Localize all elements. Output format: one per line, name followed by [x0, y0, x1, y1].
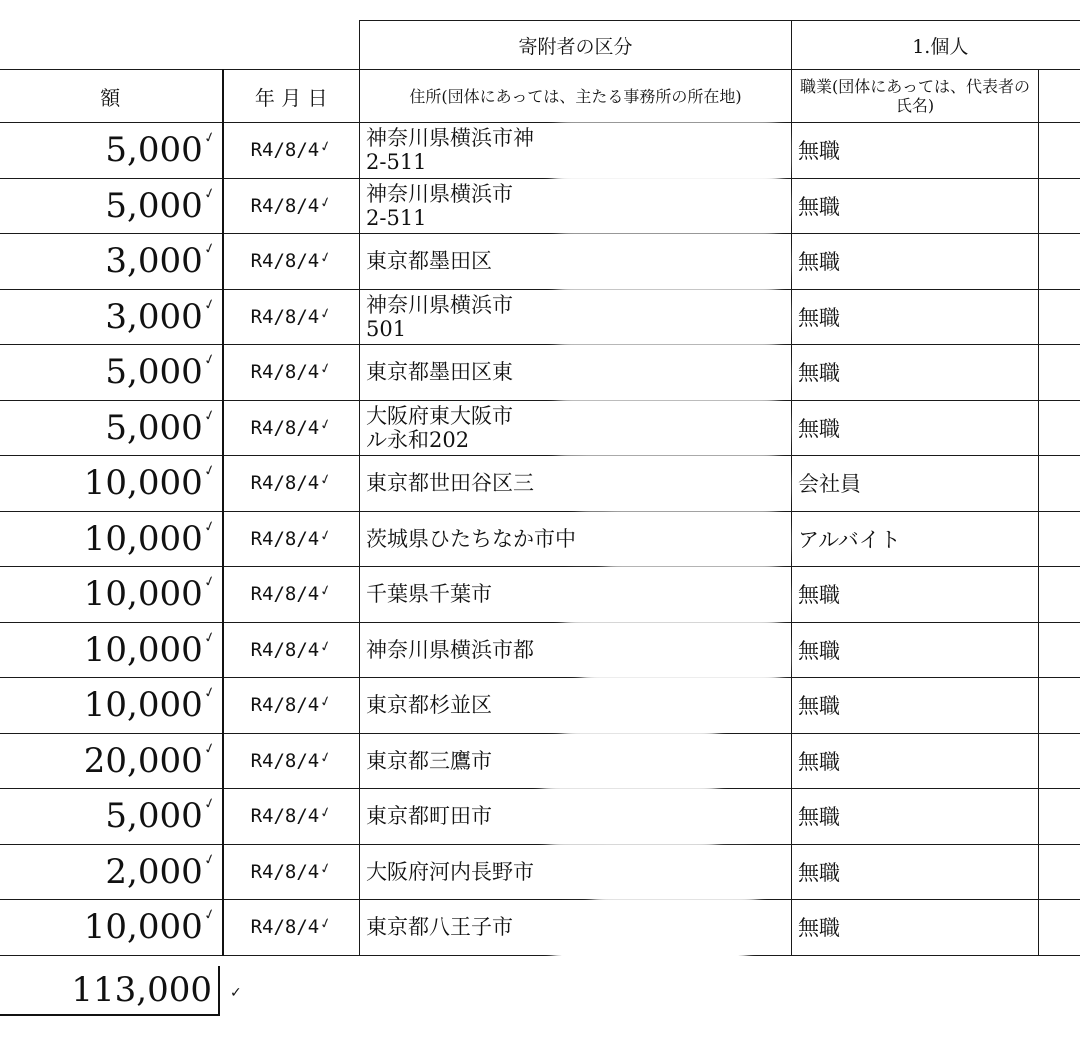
occupation-cell [792, 567, 1039, 623]
date-value: R4/8/4 [250, 361, 320, 384]
next-column-cell [1039, 178, 1080, 234]
total-amount [0, 966, 220, 1016]
date-cell [223, 844, 360, 900]
date-cell [223, 456, 360, 512]
next-column-cell [1039, 733, 1080, 789]
table-row [0, 678, 1080, 734]
next-column-cell [1039, 456, 1080, 512]
amount-cell [0, 456, 223, 512]
occupation-value: 無職 [798, 638, 840, 663]
occupation-cell [792, 178, 1039, 234]
date-cell [223, 622, 360, 678]
table-row [0, 622, 1080, 678]
next-column-cell [1039, 234, 1080, 290]
occupation-cell [792, 733, 1039, 789]
date-value: R4/8/4 [250, 583, 320, 606]
check-mark-icon: ✓ [201, 795, 218, 814]
amount-value: 2,000 [105, 851, 203, 892]
occupation-cell [792, 456, 1039, 512]
address-line-1: 神奈川県横浜市都 [366, 637, 534, 662]
date-value: R4/8/4 [250, 638, 320, 661]
table-row [0, 123, 1080, 179]
check-mark-icon: ✓ [318, 360, 334, 379]
amount-value: 10,000 [83, 518, 203, 559]
date-value: R4/8/4 [250, 527, 320, 550]
occupation-value: 無職 [798, 916, 840, 941]
amount-cell [0, 733, 223, 789]
next-column-cell [1039, 900, 1080, 956]
address-line-1: 神奈川県横浜市 [366, 181, 513, 206]
amount-value: 20,000 [83, 740, 203, 781]
amount-value: 5,000 [105, 130, 203, 171]
occupation-cell [792, 789, 1039, 845]
amount-cell [0, 567, 223, 623]
date-cell [223, 567, 360, 623]
date-cell [223, 789, 360, 845]
header-blank-cell [0, 21, 360, 70]
occupation-value: 無職 [798, 361, 840, 386]
address-line-2: 2-511 [366, 150, 427, 175]
address-line-1: 大阪府河内長野市 [366, 859, 534, 884]
amount-cell [0, 123, 223, 179]
address-line-1: 東京都三鷹市 [366, 748, 492, 773]
address-line-1: 東京都世田谷区三 [366, 471, 534, 496]
check-mark-icon: ✓ [201, 628, 218, 647]
check-mark-icon: ✓ [318, 526, 334, 545]
amount-value: 10,000 [83, 629, 203, 670]
redaction-mark [545, 800, 720, 842]
table-row [0, 289, 1080, 345]
date-value: R4/8/4 [250, 805, 320, 828]
check-mark-icon: ✓ [201, 184, 218, 203]
amount-cell [0, 622, 223, 678]
date-value: R4/8/4 [250, 194, 320, 217]
table-row [0, 400, 1080, 456]
check-mark-icon: ✓ [318, 804, 334, 823]
check-mark-icon: ✓ [318, 138, 334, 157]
amount-cell [0, 900, 223, 956]
check-mark-icon: ✓ [201, 295, 218, 314]
occupation-value: 無職 [798, 694, 840, 719]
redaction-mark [552, 295, 782, 340]
occupation-value: 無職 [798, 860, 840, 885]
occupation-cell [792, 345, 1039, 401]
address-line-1: 東京都八王子市 [366, 915, 513, 940]
check-mark-icon: ✓ [230, 985, 242, 1001]
amount-cell [0, 345, 223, 401]
amount-value: 10,000 [83, 685, 203, 726]
amount-cell [0, 400, 223, 456]
occupation-value: アルバイト [798, 527, 901, 552]
address-line-1: 茨城県ひたちなか市中 [366, 526, 576, 551]
occupation-cell [792, 289, 1039, 345]
occupation-cell [792, 234, 1039, 290]
check-mark-icon: ✓ [201, 351, 218, 370]
next-column-cell [1039, 789, 1080, 845]
date-cell [223, 400, 360, 456]
check-mark-icon: ✓ [201, 573, 218, 592]
occupation-cell [792, 678, 1039, 734]
table-row [0, 844, 1080, 900]
address-line-2: ル永和202 [366, 427, 470, 452]
next-column-cell [1039, 567, 1080, 623]
check-mark-icon: ✓ [201, 240, 218, 259]
table-row [0, 900, 1080, 956]
check-mark-icon: ✓ [318, 859, 334, 878]
check-mark-icon: ✓ [201, 517, 218, 536]
amount-cell [0, 844, 223, 900]
redaction-mark [552, 355, 782, 395]
occupation-value: 無職 [798, 583, 840, 608]
redaction-mark [540, 745, 720, 787]
occupation-cell [792, 844, 1039, 900]
occupation-cell [792, 511, 1039, 567]
check-mark-icon: ✓ [201, 739, 218, 758]
donation-table [0, 20, 1080, 956]
check-mark-icon: ✓ [201, 850, 218, 869]
date-cell [223, 900, 360, 956]
amount-value: 3,000 [105, 241, 203, 282]
amount-value: 5,000 [105, 185, 203, 226]
table-row [0, 234, 1080, 290]
next-column-cell [1039, 289, 1080, 345]
address-line-1: 神奈川県横浜市神 [366, 126, 534, 151]
amount-value: 3,000 [105, 296, 203, 337]
date-value: R4/8/4 [250, 139, 320, 162]
amount-cell [0, 178, 223, 234]
next-column-cell [1039, 844, 1080, 900]
total-amount-value: 113,000 [71, 970, 212, 1010]
date-value: R4/8/4 [250, 860, 320, 883]
redaction-mark [560, 578, 782, 620]
table-row [0, 567, 1080, 623]
occupation-value: 無職 [798, 250, 840, 275]
column-header-date: 年 月 日 [223, 70, 360, 123]
date-value: R4/8/4 [250, 250, 320, 273]
redaction-mark [555, 912, 745, 960]
check-mark-icon: ✓ [201, 462, 218, 481]
address-line-1: 大阪府東大阪市 [366, 403, 513, 428]
table-row [0, 511, 1080, 567]
amount-value: 5,000 [105, 796, 203, 837]
check-mark-icon: ✓ [318, 415, 334, 434]
occupation-cell [792, 400, 1039, 456]
date-cell [223, 733, 360, 789]
amount-cell [0, 789, 223, 845]
check-mark-icon: ✓ [318, 471, 334, 490]
amount-cell [0, 234, 223, 290]
redaction-mark [590, 856, 760, 898]
date-value: R4/8/4 [250, 749, 320, 772]
redaction-mark [572, 465, 782, 505]
occupation-value: 無職 [798, 416, 840, 441]
check-mark-icon: ✓ [201, 684, 218, 703]
check-mark-icon: ✓ [318, 915, 334, 934]
date-cell [223, 123, 360, 179]
occupation-value: 無職 [798, 749, 840, 774]
column-header-address: 住所(団体にあっては、主たる事務所の所在地) [360, 70, 792, 123]
next-column-cell [1039, 400, 1080, 456]
table-row [0, 789, 1080, 845]
next-column-cell [1039, 678, 1080, 734]
column-header-occupation: 職業(団体にあっては、代表者の氏名) [792, 70, 1039, 123]
redaction-mark [552, 185, 782, 227]
date-value: R4/8/4 [250, 694, 320, 717]
table-row [0, 345, 1080, 401]
date-value: R4/8/4 [250, 916, 320, 939]
occupation-cell [792, 622, 1039, 678]
redaction-mark [552, 408, 782, 450]
redaction-mark [552, 128, 782, 178]
address-line-1: 東京都町田市 [366, 804, 492, 829]
table-row [0, 178, 1080, 234]
date-cell [223, 345, 360, 401]
next-column-cell [1039, 622, 1080, 678]
header-row-columns [0, 70, 1080, 123]
redaction-mark [600, 520, 782, 562]
date-cell [223, 511, 360, 567]
column-header-next [1039, 70, 1080, 123]
date-cell [223, 289, 360, 345]
donor-category-value: 1.個人 [792, 21, 1080, 70]
redaction-mark [552, 243, 782, 283]
check-mark-icon: ✓ [318, 304, 334, 323]
date-cell [223, 234, 360, 290]
amount-cell [0, 511, 223, 567]
amount-value: 10,000 [83, 463, 203, 504]
amount-cell [0, 678, 223, 734]
check-mark-icon: ✓ [318, 748, 334, 767]
occupation-value: 無職 [798, 194, 840, 219]
check-mark-icon: ✓ [201, 129, 218, 148]
date-value: R4/8/4 [250, 472, 320, 495]
next-column-cell [1039, 345, 1080, 401]
header-row-category [0, 21, 1080, 70]
donor-category-label: 寄附者の区分 [360, 21, 792, 70]
column-header-amount: 額 [0, 70, 223, 123]
address-line-1: 東京都墨田区 [366, 249, 492, 274]
check-mark-icon: ✓ [318, 582, 334, 601]
check-mark-icon: ✓ [318, 637, 334, 656]
redaction-mark [560, 690, 720, 732]
occupation-cell [792, 900, 1039, 956]
address-line-1: 東京都杉並区 [366, 693, 492, 718]
occupation-cell [792, 123, 1039, 179]
date-value: R4/8/4 [250, 305, 320, 328]
check-mark-icon: ✓ [318, 193, 334, 212]
address-line-2: 2-511 [366, 205, 427, 230]
date-value: R4/8/4 [250, 416, 320, 439]
redaction-mark [580, 635, 782, 677]
date-cell [223, 678, 360, 734]
amount-cell [0, 289, 223, 345]
occupation-value: 無職 [798, 139, 840, 164]
occupation-value: 会社員 [798, 472, 861, 497]
occupation-value: 無職 [798, 305, 840, 330]
amount-value: 5,000 [105, 407, 203, 448]
address-line-2: 501 [366, 316, 407, 341]
next-column-cell [1039, 123, 1080, 179]
occupation-value: 無職 [798, 805, 840, 830]
check-mark-icon: ✓ [318, 249, 334, 268]
address-line-1: 神奈川県横浜市 [366, 292, 513, 317]
check-mark-icon: ✓ [201, 406, 218, 425]
next-column-cell [1039, 511, 1080, 567]
table-row [0, 456, 1080, 512]
amount-value: 10,000 [83, 574, 203, 615]
date-cell [223, 178, 360, 234]
amount-value: 5,000 [105, 352, 203, 393]
address-line-1: 東京都墨田区東 [366, 360, 513, 385]
check-mark-icon: ✓ [201, 906, 218, 925]
address-line-1: 千葉県千葉市 [366, 582, 492, 607]
amount-value: 10,000 [83, 907, 203, 948]
check-mark-icon: ✓ [318, 693, 334, 712]
